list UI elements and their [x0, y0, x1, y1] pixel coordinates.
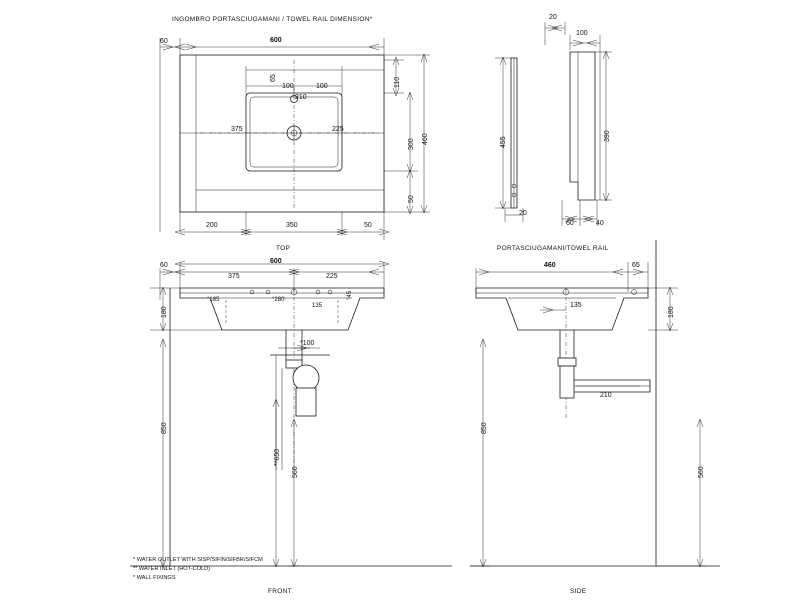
dim-top-375: 375 [231, 126, 243, 133]
view-label-front: FRONT [268, 588, 292, 595]
note-line-3: * WALL FIXINGS [133, 575, 176, 581]
dim-rail-100: 100 [576, 30, 588, 37]
dim-front-225: 225 [326, 273, 338, 280]
dim-top-50-bottom: 50 [364, 222, 372, 229]
dim-rail-60: 60 [566, 220, 574, 227]
dim-front-650: **650 [274, 448, 281, 466]
dim-front-135: 135 [312, 303, 323, 309]
dim-rail-455: 455 [500, 136, 507, 148]
dim-rail-390: 390 [604, 130, 611, 142]
dim-top-100-a: 100 [282, 83, 294, 90]
dim-top-200: 200 [206, 222, 218, 229]
dim-top-100-b: 100 [316, 83, 328, 90]
dim-rail-20-top: 20 [549, 14, 557, 21]
dim-top-110: 110 [394, 76, 401, 88]
header-title: INGOMBRO PORTASCIUGAMANI / TOWEL RAIL DIMENSION* [172, 16, 373, 23]
note-line-1: * WATER OUTLET WITH SISP/SIFIN/SIFBR/SIFCM [133, 557, 263, 563]
dim-top-300: 300 [408, 138, 415, 150]
dim-top-210: 210 [295, 94, 307, 101]
dim-side-460: 460 [544, 262, 556, 269]
dim-side-135: 135 [570, 302, 582, 309]
dim-front-60: 60 [160, 262, 168, 269]
dim-rail-20-bottom: 20 [519, 210, 527, 217]
dim-side-180: 180 [668, 306, 675, 318]
dim-front-375: 375 [228, 273, 240, 280]
dim-side-210: 210 [600, 392, 612, 399]
dim-top-350: 350 [286, 222, 298, 229]
dim-side-560: 560 [698, 466, 705, 478]
dim-front-100: *100 [300, 340, 315, 347]
dim-side-850: 850 [481, 422, 488, 434]
dim-top-600: 600 [270, 37, 282, 44]
view-label-top: TOP [276, 245, 291, 252]
dim-front-180: 180 [161, 306, 168, 318]
dim-front-45: °45 [347, 290, 353, 300]
dim-top-65: 65 [270, 74, 277, 82]
dim-top-460: 460 [422, 133, 429, 145]
dim-front-600: 600 [270, 258, 282, 265]
dim-front-560: 560 [292, 466, 299, 478]
view-label-towel-rail: PORTASCIUGAMANI/TOWEL RAIL [497, 245, 609, 252]
dim-front-185: °185 [207, 297, 220, 303]
dim-top-225: 225 [332, 126, 344, 133]
dim-rail-40: 40 [596, 220, 604, 227]
view-label-side: SIDE [570, 588, 587, 595]
note-line-2: ** WATER INLET (HOT-COLD) [133, 566, 210, 572]
dim-front-850: 850 [161, 422, 168, 434]
dim-side-65: 65 [632, 262, 640, 269]
dim-top-60: 60 [160, 38, 168, 45]
dim-top-50-right: 50 [408, 195, 415, 203]
dim-front-280: °280 [272, 297, 285, 303]
